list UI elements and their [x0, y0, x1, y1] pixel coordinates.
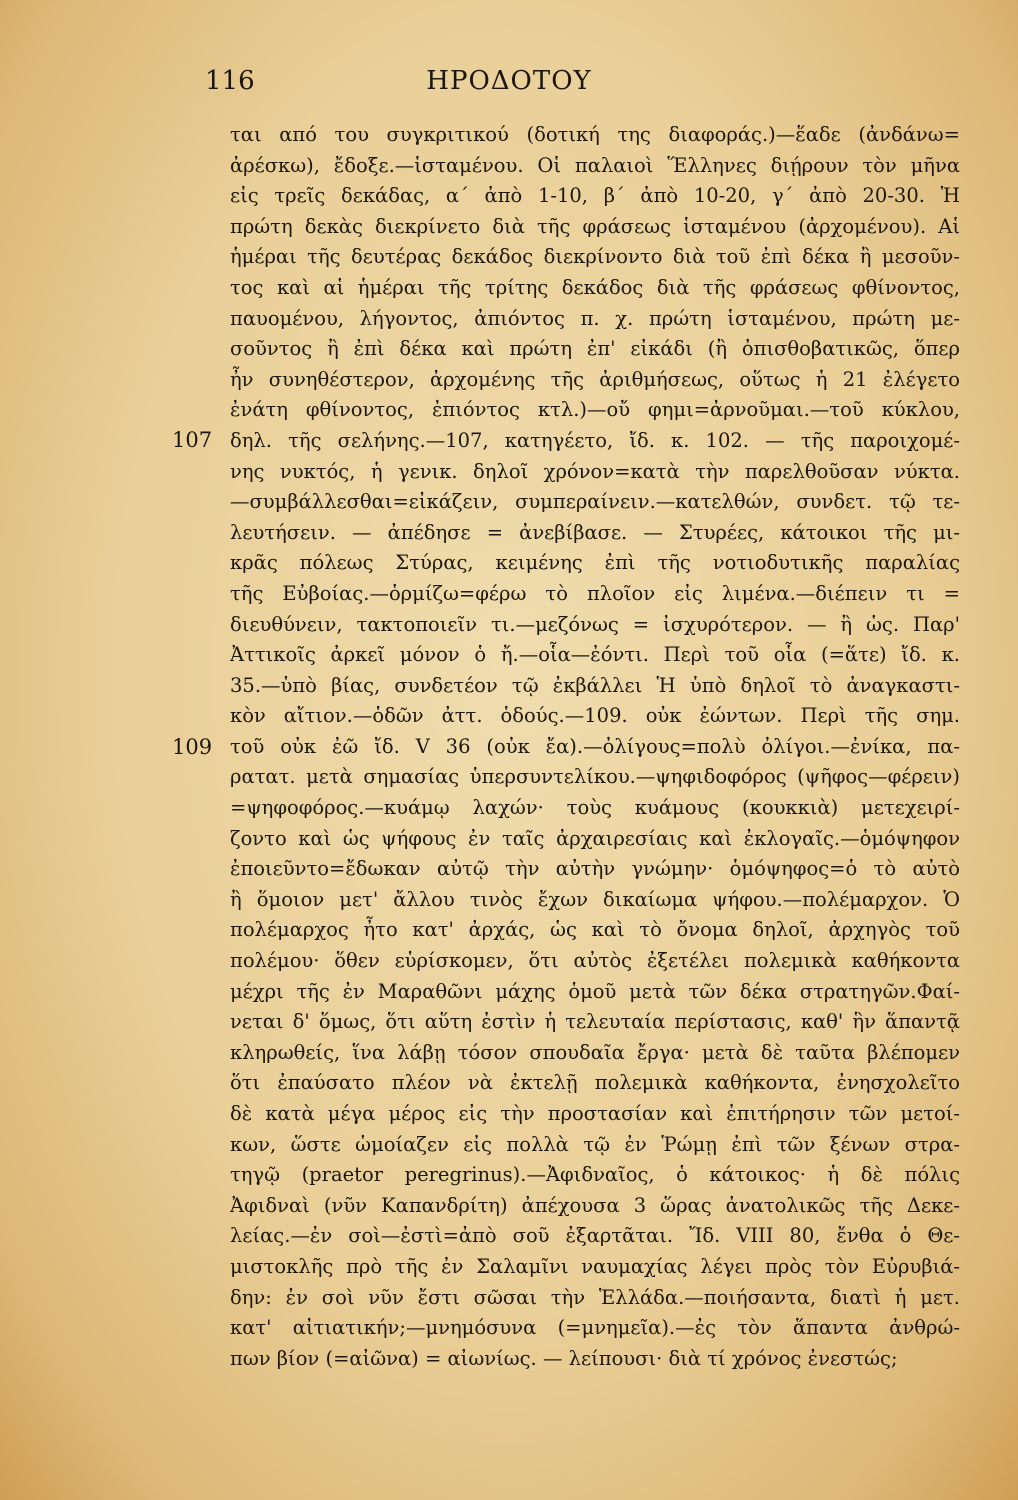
text-line: νης νυκτός, ἡ γενικ. δηλοῖ χρόνον=κατὰ τὴν παρελθοῦσαν νύκτα.: [230, 459, 960, 483]
text-line: Ἀφιδναὶ (νῦν Καπανδρίτη) ἀπέχουσα 3 ὥρας ἀνατολικῶς τῆς Δεκε-: [230, 1193, 960, 1217]
running-title: ΗΡΟΔΟΤΟΥ: [426, 66, 592, 96]
commentary-text: [230, 120, 960, 1374]
page-number: 116: [205, 66, 255, 96]
text-line: μέχρι τῆς ἐν Μαραθῶνι μάχης ὁμοῦ μετὰ τῶν δέκα στρατηγῶν.Φαί-: [230, 979, 960, 1003]
text-line: σοῦντος ἢ ἐπὶ δέκα καὶ πρώτη ἐπ' εἰκάδι (ἢ ὀπισθοβατικῶς, ὅπερ: [230, 337, 960, 361]
text-line: λείας.—ἐν σοὶ—ἐστὶ=ἀπὸ σοῦ ἐξαρτᾶται. Ἴδ. VIII 80, ἔνθα ὁ Θε-: [230, 1224, 960, 1248]
text-line: —συμβάλλεσθαι=εἰκάζειν, συμπεραίνειν.—κατελθών, συνδετ. τῷ τε-: [230, 490, 960, 514]
text-line: δὲ κατὰ μέγα μέρος εἰς τὴν προστασίαν καὶ ἐπιτήρησιν τῶν μετοί-: [230, 1102, 960, 1125]
margin-chapter-number: 107: [172, 428, 213, 452]
text-line: ἦν συνηθέστερον, ἀρχομένης τῆς ἀριθμήσεως, οὕτως ἡ 21 ἐλέγετο: [230, 367, 960, 391]
text-line: πολέμου· ὅθεν εὑρίσκομεν, ὅτι αὐτὸς ἐξετέλει πολεμικὰ καθήκοντα: [230, 949, 960, 973]
text-line: ρατατ. μετὰ σημασίας ὑπερσυντελίκου.—ψηφιδοφόρος (ψῆφος—φέρειν): [230, 765, 960, 789]
text-line: τῆς Εὐβοίας.—ὁρμίζω=φέρω τὸ πλοῖον εἰς λιμένα.—διέπειν τι =: [230, 581, 960, 605]
text-line: ἢ ὅμοιον μετ' ἄλλου τινὸς ἔχων δικαίωμα ψήφου.—πολέμαρχον. Ὁ: [230, 887, 960, 911]
text-line: νεται δ' ὅμως, ὅτι αὕτη ἐστὶν ἡ τελευταία περίστασις, καθ' ἣν ἅπαντᾷ: [230, 1010, 960, 1034]
page-header: [0, 66, 1018, 106]
text-line: πρώτη δεκὰς διεκρίνετο διὰ τῆς φράσεως ἱσταμένου (ἀρχομένου). Αἱ: [230, 214, 960, 238]
text-line: παυομένου, λήγοντος, ἀπιόντος π. χ. πρώτη ἱσταμένου, πρώτη με-: [230, 306, 960, 330]
text-line: εἰς τρεῖς δεκάδας, α΄ ἀπὸ 1-10, β΄ ἀπὸ 10-20, γ΄ ἀπὸ 20-30. Ἡ: [230, 184, 960, 208]
text-line: ἐνάτη φθίνοντος, ἐπιόντος κτλ.)—οὔ φημι=ἀρνοῦμαι.—τοῦ κύκλου,: [230, 398, 960, 422]
text-line: 35.—ὑπὸ βίας, συνδετέον τῷ ἐκβάλλει Ἡ ὑπὸ δηλοῖ τὸ ἀναγκαστι-: [230, 673, 960, 697]
text-line: κληρωθείς, ἵνα λάβῃ τόσον σπουδαῖα ἔργα· μετὰ δὲ ταῦτα βλέπομεν: [230, 1040, 960, 1064]
text-line: λευτήσειν. — ἀπέδησε = ἀνεβίβασε. — Στυρέες, κάτοικοι τῆς μι-: [230, 520, 960, 544]
text-line: δην: ἐν σοὶ νῦν ἔστι σῶσαι τὴν Ἑλλάδα.—ποιήσαντα, διατὶ ἡ μετ.: [230, 1285, 960, 1309]
text-line: ἐποιεῦντο=ἔδωκαν αὐτῷ τὴν αὐτὴν γνώμην· ὁμόψηφος=ὁ τὸ αὐτὸ: [230, 857, 960, 881]
text-line: τηγῷ (praetor peregrinus).—Ἀφιδναῖος, ὁ κάτοικος· ἡ δὲ πόλις: [230, 1163, 960, 1187]
text-line: μιστοκλῆς πρὸ τῆς ἐν Σαλαμῖνι ναυμαχίας λέγει πρὸς τὸν Εὐρυβιά-: [230, 1254, 960, 1278]
text-line: τος καὶ αἱ ἡμέραι τῆς τρίτης δεκάδος διὰ τῆς φράσεως φθίνοντος,: [230, 275, 960, 299]
text-line: ζοντο καὶ ὡς ψήφους ἐν ταῖς ἀρχαιρεσίαις καὶ ἐκλογαῖς.—ὁμόψηφον: [230, 826, 960, 850]
text-line: πολέμαρχος ἦτο κατ' ἀρχάς, ὡς καὶ τὸ ὄνομα δηλοῖ, ἀρχηγὸς τοῦ: [230, 918, 960, 942]
text-line: κων, ὥστε ὡμοίαζεν εἰς πολλὰ τῷ ἐν Ῥώμῃ ἐπὶ τῶν ξένων στρα-: [230, 1132, 960, 1156]
text-line: ἀρέσκω), ἔδοξε.—ἱσταμένου. Οἱ παλαιοὶ Ἕλληνες διῄρουν τὸν μῆνα: [230, 153, 960, 177]
text-line: ται από του συγκριτικού (δοτική της διαφοράς.)—ἕαδε (ἀνδάνω=: [230, 123, 960, 146]
text-line: κατ' αἰτιατικήν;—μνημόσυνα (=μνημεῖα).—ἐς τὸν ἅπαντα ἀνθρώ-: [230, 1316, 960, 1340]
text-line: δηλ. τῆς σελήνης.—107, κατηγέετο, ἴδ. κ. 102. — τῆς παροιχομέ-: [230, 428, 960, 452]
text-line: κρᾶς πόλεως Στύρας, κειμένης ἐπὶ τῆς νοτιοδυτικῆς παραλίας: [230, 551, 960, 575]
text-line: τοῦ οὐκ ἐῶ ἴδ. V 36 (οὐκ ἔα).—ὀλίγους=πολὺ ὀλίγοι.—ἐνίκα, πα-: [230, 734, 960, 758]
text-line: ἡμέραι τῆς δευτέρας δεκάδος διεκρίνοντο διὰ τοῦ ἐπὶ δέκα ἢ μεσοῦν-: [230, 245, 960, 269]
text-line: διευθύνειν, τακτοποιεῖν τι.—μεζόνως = ἰσχυρότερον. — ἢ ὡς. Παρ': [230, 612, 960, 636]
text-line: ὅτι ἐπαύσατο πλέον νὰ ἐκτελῇ πολεμικὰ καθήκοντα, ἐνησχολεῖτο: [230, 1071, 960, 1095]
margin-chapter-number: 109: [172, 735, 213, 759]
text-line: κὸν αἴτιον.—ὁδῶν ἀττ. ὁδούς.—109. οὐκ ἐώντων. Περὶ τῆς σημ.: [230, 704, 960, 728]
text-line: Ἀττικοῖς ἀρκεῖ μόνον ὁ ἤ.—οἷα—ἐόντι. Περὶ τοῦ οἷα (=ἅτε) ἴδ. κ.: [230, 643, 960, 667]
text-line: =ψηφοφόρος.—κυάμῳ λαχών· τοὺς κυάμους (κουκκιὰ) μετεχειρί-: [230, 796, 960, 820]
text-line: πων βίον (=αἰῶνα) = αἰωνίως. — λείπουσι· διὰ τί χρόνος ἐνεστώς;: [230, 1346, 898, 1370]
